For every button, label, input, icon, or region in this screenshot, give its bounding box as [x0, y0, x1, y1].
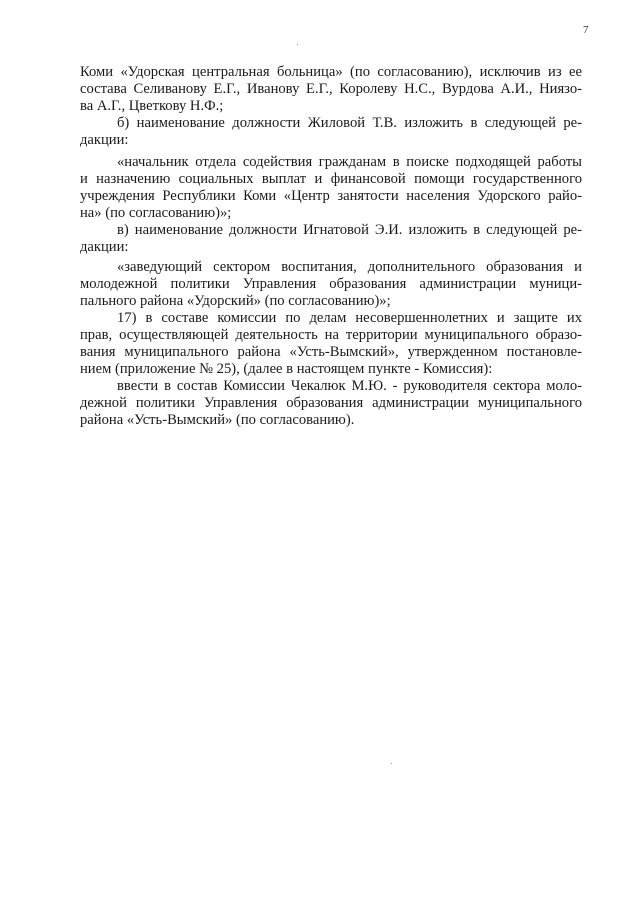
- text-line: дакции:: [80, 132, 129, 148]
- text-line: «начальник отдела содействия гражданам в поиске подходящей работы: [117, 154, 582, 170]
- text-line: б) наименование должности Жиловой Т.В. изложить в следующей ре-: [117, 115, 582, 131]
- text-line: района «Усть-Вымский» (по согласованию).: [80, 412, 355, 428]
- text-line: пального района «Удорский» (по согласованию)»;: [80, 293, 391, 309]
- scan-speck: [297, 44, 298, 45]
- text-line: ввести в состав Комиссии Чекалюк М.Ю. - руководителя сектора моло-: [117, 378, 582, 394]
- text-line: дежной политики Управления образования администрации муниципального: [80, 395, 582, 411]
- text-line: вания муниципального района «Усть-Вымский», утвержденном постановле-: [80, 344, 582, 360]
- text-line: 17) в составе комиссии по делам несовершеннолетних и защите их: [117, 310, 582, 326]
- text-line: состава Селиванову Е.Г., Иванову Е.Г., Королеву Н.С., Вурдова А.И., Ниязо-: [80, 81, 582, 97]
- page-number: 7: [583, 24, 589, 36]
- text-line: прав, осуществляющей деятельность на территории муниципального образо-: [80, 327, 582, 343]
- text-line: в) наименование должности Игнатовой Э.И. изложить в следующей ре-: [117, 222, 582, 238]
- text-line: учреждения Республики Коми «Центр занятости населения Удорского райо-: [80, 188, 582, 204]
- text-line: дакции:: [80, 239, 129, 255]
- text-line: «заведующий сектором воспитания, дополнительного образования и: [117, 259, 582, 275]
- text-line: Коми «Удорская центральная больница» (по согласованию), исключив из ее: [80, 64, 582, 80]
- text-line: на» (по согласованию)»;: [80, 205, 232, 221]
- text-line: ва А.Г., Цветкову Н.Ф.;: [80, 98, 224, 114]
- text-line: нием (приложение № 25), (далее в настоящем пункте - Комиссия):: [80, 361, 493, 377]
- text-line: молодежной политики Управления образования администрации муници-: [80, 276, 582, 292]
- text-line: и назначению социальных выплат и финансовой помощи государственного: [80, 171, 582, 187]
- scan-speck: [391, 763, 392, 764]
